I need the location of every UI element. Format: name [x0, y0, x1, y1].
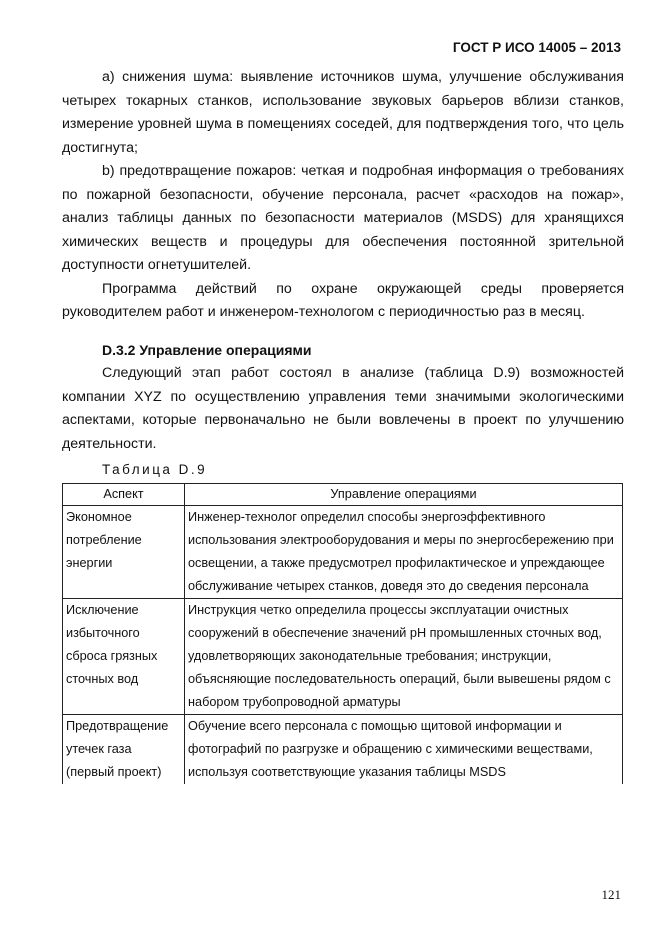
table-header-row — [63, 484, 623, 506]
table-caption: Таблица D.9 — [102, 462, 208, 477]
paragraph-fire: b) предотвращение пожаров: четкая и подробная информация о требованиях по пожарной безопасности, обучение персонала, расчет «расходов на пожар», анализ таблицы данных по безопасности материалов (MSDS) для хранящихся химических веществ и процедуры для обеспечения постоянной зрительной доступности огнетушителей. — [62, 163, 624, 273]
paragraph-noise: a) снижения шума: выявление источников шума, улучшение обслуживания четырех токарных станков, использование звуковых барьеров вблизи станков, измерение уровней шума в помещениях соседей, для подтверждения того, что цель достигнута; — [62, 69, 624, 156]
column-header-aspect: Аспект — [63, 484, 185, 506]
section-heading: D.3.2 Управление операциями — [102, 341, 312, 358]
table-row — [63, 506, 623, 599]
cell-aspect: Предотвращение утечек газа (первый проект) — [63, 715, 185, 785]
document-header: ГОСТ Р ИСО 14005 – 2013 — [452, 40, 621, 55]
section-intro: Следующий этап работ состоял в анализе (таблица D.9) возможностей компании XYZ по осуществлению управления теми значимыми экологическими аспектами, которые первоначально не были вовлечены в проект по улучшению деятельности. — [62, 365, 624, 452]
cell-control: Инструкция четко определила процессы эксплуатации очистных сооружений в обеспечение значений pH промышленных сточных вод, удовлетворяющих законодательные требования; инструкции, объясняющие последовательность операций, были вывешены рядом с набором трубопроводной арматуры — [185, 599, 623, 715]
cell-aspect: Экономное потребление энергии — [63, 506, 185, 599]
paragraph-program: Программа действий по охране окружающей среды проверяется руководителем работ и инженером-технологом с периодичностью раз в месяц. — [62, 280, 624, 320]
page-number: 121 — [601, 887, 621, 902]
page-content — [62, 66, 624, 784]
cell-control: Обучение всего персонала с помощью щитовой информации и фотографий по разгрузке и обращению с химическими веществами, используя соответствующие указания таблицы MSDS — [185, 715, 623, 785]
table-row — [63, 599, 623, 715]
table-row — [63, 715, 623, 785]
cell-aspect: Исключение избыточного сброса грязных сточных вод — [63, 599, 185, 715]
cell-control: Инженер-технолог определил способы энергоэффективного использования электрооборудования и меры по энергосбережению при освещении, а также предусмотрел профилактическое и упреждающее обслуживание четырех станков, доведя это до сведения персонала — [185, 506, 623, 599]
column-header-control: Управление операциями — [185, 484, 623, 506]
operations-table — [62, 483, 623, 784]
